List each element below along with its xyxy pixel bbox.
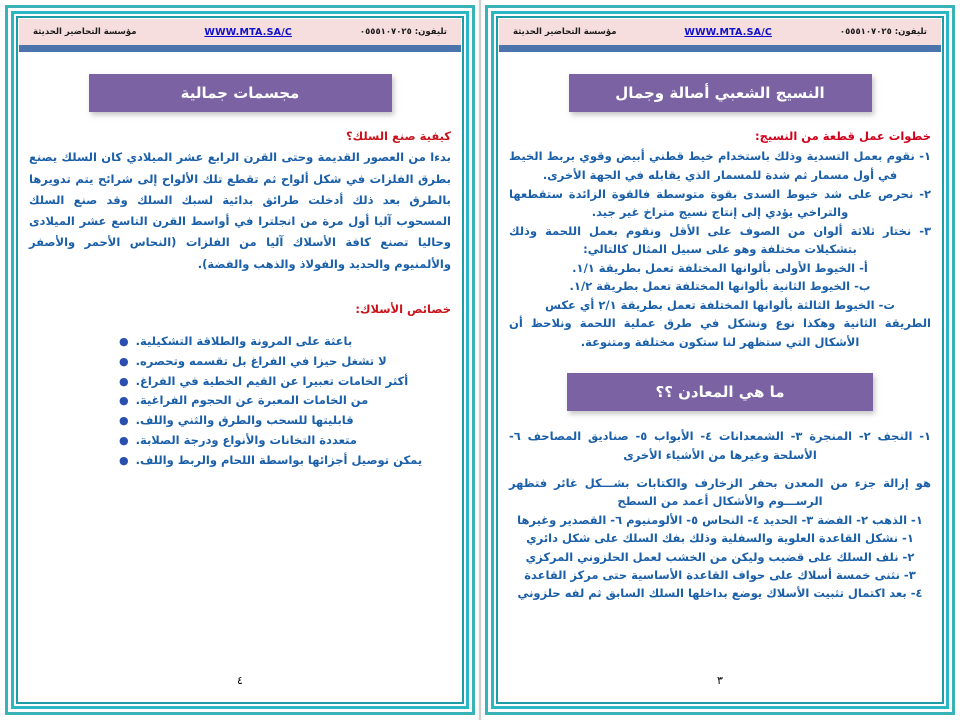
header-website-link[interactable]: WWW.MTA.SA/C xyxy=(684,26,773,38)
bullet-dot-icon: ● xyxy=(119,374,129,388)
list-item xyxy=(119,332,451,352)
page-right-content xyxy=(19,128,461,470)
wire-history-paragraph: بدءا من العصور القديمة وحتى القرن الرابع عشر الميلادي كان السلك يصنع بطرق الفلزات في شكل ألواح ثم تقطع تلك الألواح إلى شرائح يتم تدويرها بالطرق بعد ذلك أدخلت طرائق بدائية لسبك السلك وقد صنع السلك المسحوب آليا أول مرة من انجلترا في أواسط القرن التاسع عشر الميلادى وحاليا تصنع كافة الأسلاك آليا من الفلزات (النحاس الأحمر والأصفر والألمنيوم والحديد والفولاذ والذهب والفضة). xyxy=(29,150,451,271)
step-item: ١- نقوم بعمل التسدية وذلك باستخدام خيط قطني أبيض وقوي بربط الخيط في أول مسمار ثم شدة للمسمار الذي يقابله في الجهة الأخرى. xyxy=(509,149,931,182)
page-left xyxy=(480,0,960,720)
metals-title-wrap xyxy=(509,373,931,411)
list-item xyxy=(119,431,451,451)
page-left-body xyxy=(499,19,941,701)
page-left-number: ٣ xyxy=(717,674,723,687)
wire-step: ١- نشكل القاعدة العلوية والسفلية وذلك بفك السلك على شكل دائري xyxy=(526,531,914,546)
header-phone: تليفون: ٠٥٥٥١٠٧٠٢٥ xyxy=(359,27,447,37)
wire-step: ٣- نثنى خمسة أسلاك على حواف القاعدة الأساسية حتى مركز القاعدة xyxy=(524,568,916,583)
list-item-label: متعددة التخانات والأنواع ودرجة الصلابة. xyxy=(135,432,357,447)
list-item-label: أكثر الخامات تعبيرا عن القيم الخطية في الفراغ. xyxy=(135,373,409,388)
page-right-number: ٤ xyxy=(237,674,243,687)
step-sub-item: ب- الخيوط الثانية بألوانها المختلفة تعمل بطريقة ١/٢. xyxy=(569,279,871,294)
wire-properties-heading: خصائص الأسلاك: xyxy=(355,301,451,316)
bullet-dot-icon: ● xyxy=(119,433,129,447)
header-org-name: مؤسسة التحاضير الحديثة xyxy=(33,27,137,37)
wire-properties-list xyxy=(29,332,451,470)
step-sub-item: ت- الخيوط الثالثة بألوانها المختلفة تعمل بطريقة ٢/١ أي عكس xyxy=(545,297,895,312)
bullet-dot-icon: ● xyxy=(119,453,129,467)
steps-heading: خطوات عمل قطعة من النسيج: xyxy=(755,129,931,143)
page-right-title: مجسمات جمالية xyxy=(89,74,392,112)
page-left-title-wrap xyxy=(499,74,941,112)
step-sub-item: أ- الخيوط الأولى بألوانها المختلفة تعمل بطريقة ١/١. xyxy=(572,261,868,275)
wire-step: ٢- نلف السلك على قضيب وليكن من الخشب لعمل الحلزوني المركزي xyxy=(525,549,915,564)
header-website-link[interactable]: WWW.MTA.SA/C xyxy=(204,26,293,38)
page-left-title: النسيج الشعبي أصالة وجمال xyxy=(569,74,872,112)
list-item xyxy=(119,391,451,411)
wire-making-heading: كيفية صنع السلك؟ xyxy=(345,129,451,143)
list-item xyxy=(119,411,451,431)
page-right-header xyxy=(19,19,461,45)
step-item: ٢- نحرص على شد خيوط السدى بقوة متوسطة فالقوة الزائدة ستقطعها والتراخي يؤدي إلى إنتاج نسيج متراخ غير جيد. xyxy=(509,186,931,220)
bullet-dot-icon: ● xyxy=(119,394,129,408)
bullet-dot-icon: ● xyxy=(119,354,129,368)
list-item-label: لا تشغل حيزا في الفراغ بل تقسمه وتحصره. xyxy=(135,353,387,368)
bullet-dot-icon: ● xyxy=(119,335,129,349)
list-item-label: باعثة على المرونة والطلاقة التشكيلية. xyxy=(135,334,353,349)
steps-list xyxy=(509,147,931,351)
step-closing-text: الطريقة الثانية وهكذا نوع ونشكل في طرق عملية اللحمة ونلاحظ أن الأشكال التي ستظهر لنا ستكون مختلفة ومتنوعة. xyxy=(509,316,931,349)
list-item xyxy=(119,352,451,372)
step-item: ٣- نختار ثلاثة ألوان من الصوف على الأقل ونقوم بعمل اللحمة وذلك بتشكيلات مختلفة وهو على سبيل المثال كالتالي: xyxy=(509,223,931,257)
page-left-header xyxy=(499,19,941,45)
metal-objects-list: ١- النجف ٢- المنجرة ٣- الشمعدانات ٤- الأبواب ٥- صناديق المصاحف ٦- الأسلحة وغيرها من الأشياء الأخرى xyxy=(509,429,931,463)
book-seam xyxy=(478,0,482,720)
metals-types-list: ١- الذهب ٢- الفضة ٣- الحديد ٤- النحاس ٥- الألومنيوم ٦- القصدير وغيرها xyxy=(517,512,923,527)
header-org-name: مؤسسة التحاضير الحديثة xyxy=(513,27,617,37)
header-blue-bar xyxy=(499,45,941,52)
engraving-definition: هو إزالة جزء من المعدن بحفر الزخارف والكتابات بشـــكل غائر فتظهر الرســـوم والأشكال أعمد من السطح xyxy=(509,475,931,509)
header-blue-bar xyxy=(19,45,461,52)
list-item-label: يمكن توصيل أجزائها بواسطة اللحام والربط واللف. xyxy=(135,452,423,467)
list-item-label: قابليتها للسحب والطرق والثني واللف. xyxy=(135,413,354,428)
page-right-title-wrap xyxy=(19,74,461,112)
wire-step: ٤- بعد اكتمال تثبيت الأسلاك يوضع بداخلها السلك السابق ثم لفه حلزوني xyxy=(517,586,923,601)
bullet-dot-icon: ● xyxy=(119,414,129,428)
page-left-content xyxy=(499,128,941,603)
list-item xyxy=(119,451,451,471)
list-item-label: من الخامات المعبرة عن الحجوم الفراغية. xyxy=(135,393,369,408)
metals-title: ما هي المعادن ؟؟ xyxy=(567,373,873,411)
header-phone: تليفون: ٠٥٥٥١٠٧٠٢٥ xyxy=(839,27,927,37)
list-item xyxy=(119,372,451,392)
page-right-body xyxy=(19,19,461,701)
